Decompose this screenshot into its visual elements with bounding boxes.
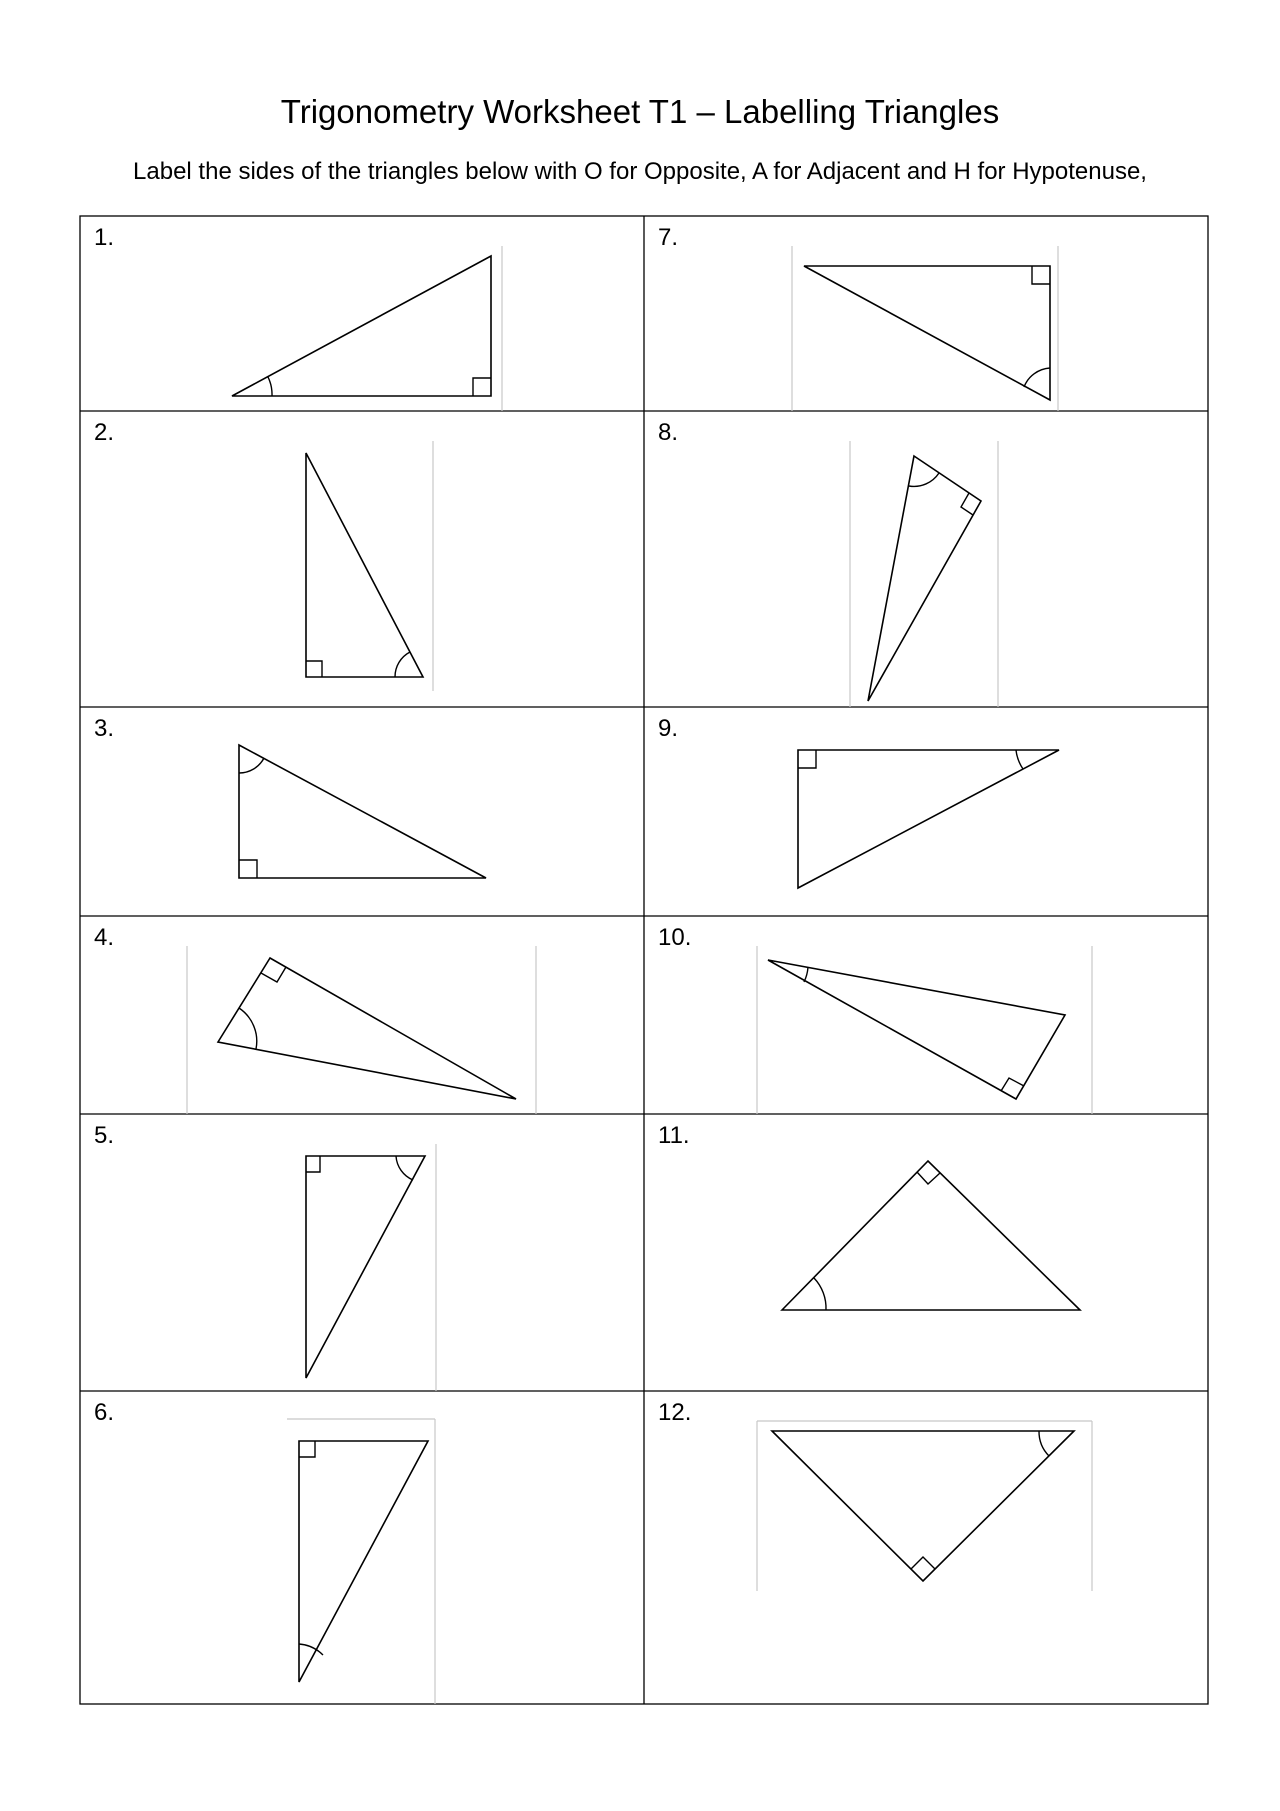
right-angle-marker	[917, 1172, 940, 1184]
worksheet-title: Trigonometry Worksheet T1 – Labelling Triangles	[280, 93, 1000, 130]
question-number: 2.	[94, 419, 115, 446]
triangle-9	[644, 707, 1208, 916]
angle-marker	[299, 1644, 323, 1655]
right-angle-marker	[1032, 266, 1050, 284]
question-cell-4	[80, 916, 644, 1114]
triangle-1	[80, 216, 644, 411]
triangle-5	[80, 1114, 644, 1391]
right-angle-marker	[306, 1156, 320, 1172]
triangle-3	[80, 707, 644, 916]
right-angle-marker	[299, 1441, 315, 1457]
triangle-6	[80, 1391, 644, 1704]
angle-marker	[239, 758, 264, 773]
triangle-outline	[772, 1431, 1074, 1581]
triangle-10	[644, 916, 1208, 1114]
question-number: 3.	[94, 715, 115, 742]
right-angle-marker	[261, 967, 286, 982]
question-cell-9	[644, 707, 1208, 916]
angle-marker	[909, 473, 939, 486]
triangle-4	[80, 916, 644, 1114]
triangle-11	[644, 1114, 1208, 1391]
triangle-outline	[306, 1156, 425, 1378]
triangle-outline	[782, 1161, 1080, 1310]
triangle-outline	[299, 1441, 428, 1682]
question-number: 9.	[658, 715, 679, 742]
triangle-outline	[768, 960, 1065, 1099]
right-angle-marker	[1001, 1078, 1024, 1091]
angle-marker	[1024, 368, 1050, 387]
triangle-12	[644, 1391, 1208, 1704]
question-cell-11	[644, 1114, 1208, 1391]
question-number: 8.	[658, 419, 679, 446]
question-number: 5.	[94, 1122, 115, 1149]
question-number: 10.	[658, 924, 692, 951]
question-cell-7	[644, 216, 1208, 411]
triangle-outline	[798, 750, 1059, 888]
triangle-outline	[239, 745, 486, 878]
question-cell-10	[644, 916, 1208, 1114]
question-number: 4.	[94, 924, 115, 951]
triangle-outline	[868, 456, 981, 701]
right-angle-marker	[798, 750, 816, 768]
angle-marker	[395, 652, 410, 677]
triangle-outline	[218, 958, 516, 1099]
question-cell-2	[80, 411, 644, 707]
triangle-8	[644, 411, 1208, 707]
question-cell-6	[80, 1391, 644, 1704]
question-number: 12.	[658, 1399, 692, 1426]
angle-marker	[239, 1008, 257, 1049]
right-angle-marker	[306, 661, 322, 677]
right-angle-marker	[961, 493, 973, 515]
triangle-7	[644, 216, 1208, 411]
angle-marker	[1039, 1431, 1049, 1456]
question-cell-3	[80, 707, 644, 916]
worksheet-instructions: Label the sides of the triangles below with O for Opposite, A for Adjacent and H for Hypotenuse,	[133, 158, 1147, 185]
triangle-outline	[306, 453, 423, 677]
question-number: 11.	[658, 1122, 690, 1149]
angle-marker	[804, 967, 808, 982]
question-number: 1.	[94, 224, 115, 251]
angle-marker	[814, 1278, 826, 1310]
question-number: 6.	[94, 1399, 115, 1426]
angle-marker	[396, 1156, 413, 1180]
question-cell-12	[644, 1391, 1208, 1704]
question-number: 7.	[658, 224, 679, 251]
triangle-2	[80, 411, 644, 707]
right-angle-marker	[473, 378, 491, 396]
angle-marker	[1016, 750, 1023, 769]
question-cell-8	[644, 411, 1208, 707]
triangle-outline	[804, 266, 1050, 400]
question-cell-5	[80, 1114, 644, 1391]
triangle-outline	[232, 256, 491, 396]
right-angle-marker	[911, 1557, 935, 1569]
angle-marker	[268, 377, 272, 396]
right-angle-marker	[239, 860, 257, 878]
question-cell-1	[80, 216, 644, 411]
